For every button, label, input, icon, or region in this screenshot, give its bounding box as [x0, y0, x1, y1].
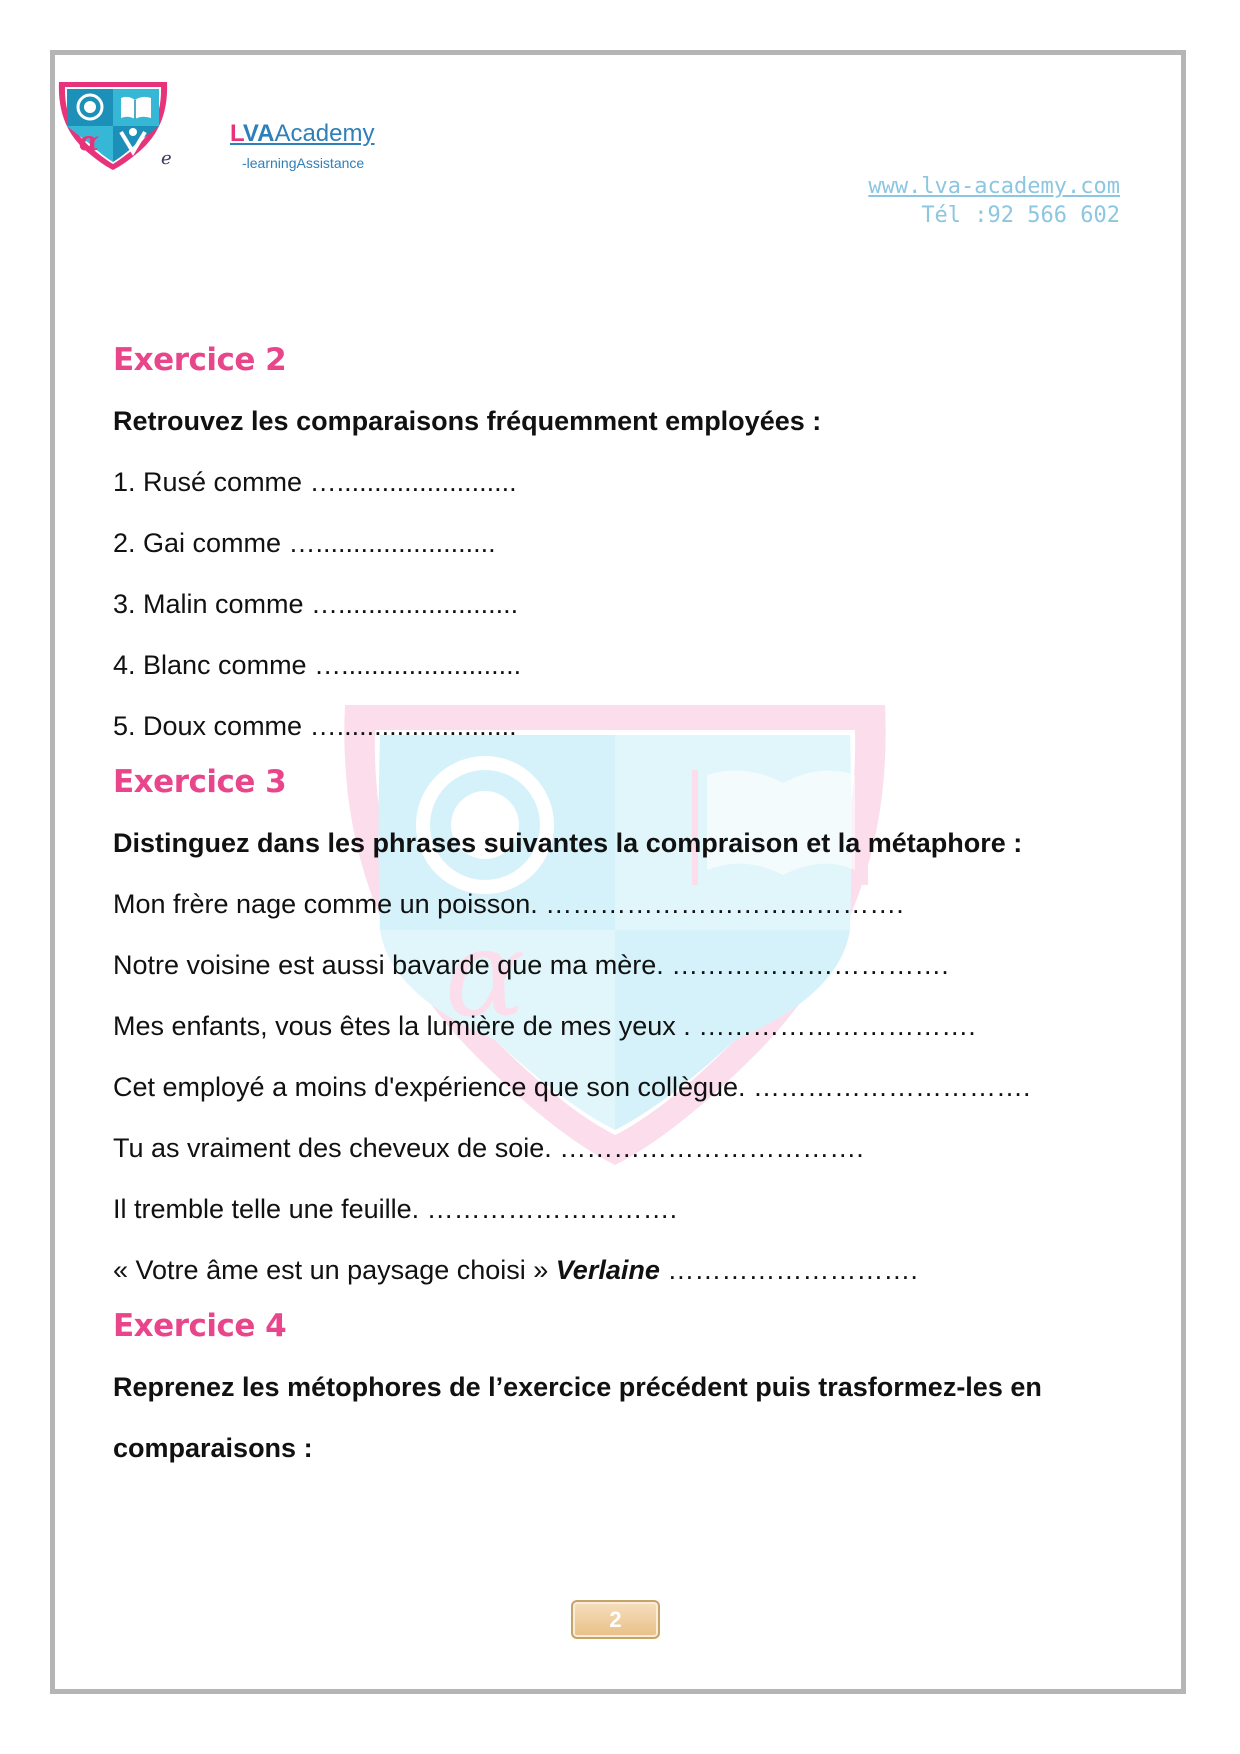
quote-dots: ………………………. — [667, 1255, 918, 1285]
exercise-2-item: 4. Blanc comme …........................ — [113, 650, 522, 680]
exercise-3-item: Notre voisine est aussi bavarde que ma mère. …………………………. — [113, 950, 949, 980]
quote-author: Verlaine — [555, 1255, 660, 1285]
exercise-3-instruction: Distinguez dans les phrases suivantes la compraison et la métaphore : — [113, 828, 1023, 858]
exercise-2-item: 2. Gai comme …........................ — [113, 528, 496, 558]
brand-va: VA — [242, 120, 275, 147]
exercise-4-instruction-line2: comparaisons : — [113, 1433, 313, 1463]
exercise-3-item: Mes enfants, vous êtes la lumière de mes yeux . …………………………. — [113, 1011, 976, 1041]
exercise-2-instruction: Retrouvez les comparaisons fréquemment employées : — [113, 406, 822, 436]
exercise-2-item: 5. Doux comme …........................ — [113, 711, 517, 741]
exercise-3-quote-item — [113, 1250, 1123, 1290]
svg-text:α: α — [78, 127, 100, 157]
brand-l: L — [230, 120, 243, 147]
brand-name — [230, 120, 375, 148]
svg-text:α: α — [444, 905, 526, 1044]
exercise-3-item: Tu as vraiment des cheveux de soie. ……………………………. — [113, 1133, 864, 1163]
exercise-3-item: Cet employé a moins d'expérience que son collègue. …………………………. — [113, 1072, 1031, 1102]
quote-text: « Votre âme est un paysage choisi » — [113, 1255, 549, 1285]
phone-number: Tél :92 566 602 — [921, 203, 1120, 228]
exercise-2-title: Exercice 2 — [113, 342, 287, 378]
website-link[interactable]: www.lva-academy.com — [868, 174, 1120, 199]
contact-block — [868, 172, 1120, 230]
page-number-badge: 2 — [571, 1600, 660, 1639]
exercise-4-instruction-line1: Reprenez les métophores de l’exercice précédent puis trasformez-les en — [113, 1372, 1042, 1402]
document-body — [113, 340, 1123, 1468]
brand-academy: Academy — [274, 120, 375, 147]
exercise-4-title: Exercice 4 — [113, 1308, 287, 1344]
brand-tagline: -learningAssistance — [242, 155, 365, 171]
exercise-2-item: 1. Rusé comme …........................ — [113, 467, 517, 497]
logo-letter: e — [161, 148, 172, 169]
exercise-2-item: 3. Malin comme …........................ — [113, 589, 519, 619]
shield-logo-icon — [57, 80, 169, 172]
exercise-3-item: Mon frère nage comme un poisson. …………………………………. — [113, 889, 904, 919]
exercise-3-title: Exercice 3 — [113, 764, 287, 800]
exercise-3-item: Il tremble telle une feuille. ………………………. — [113, 1194, 678, 1224]
